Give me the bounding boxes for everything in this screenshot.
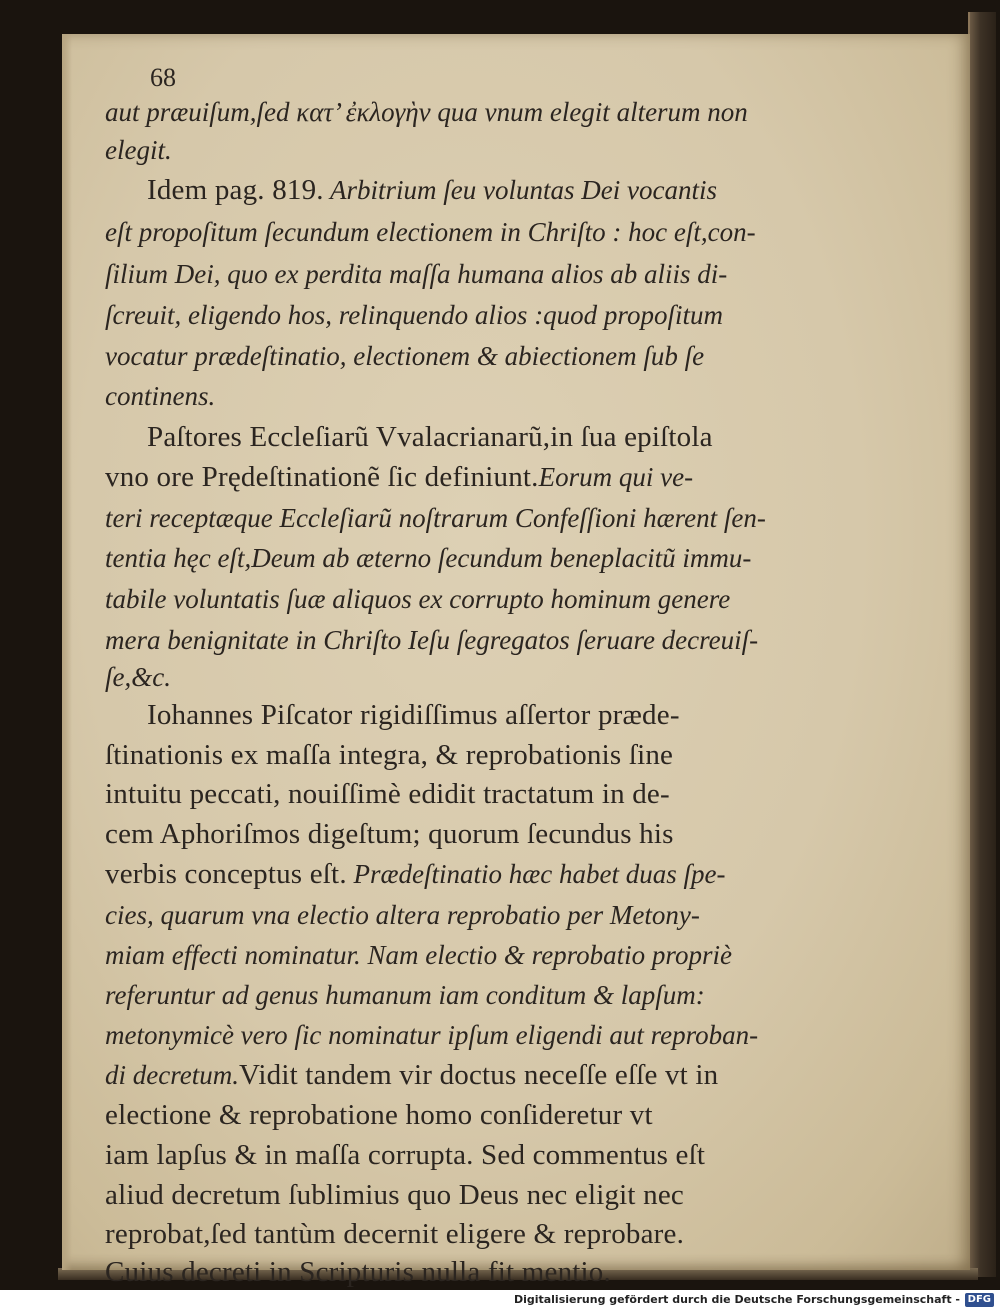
text-line: Iohannes Piſcator rigidiſſimus aſſertor præde- xyxy=(147,699,680,731)
text-line: continens. xyxy=(105,381,216,411)
text-line: elegit. xyxy=(105,135,172,165)
text-line: mera benignitate in Chriſto Ieſu ſegregatos ſeruare decreuiſ- xyxy=(105,625,759,655)
text-line: reprobat,ſed tantùm decernit eligere & reprobare. xyxy=(105,1218,685,1250)
text-line: tentia hęc eſt,Deum ab æterno ſecundum beneplacitũ immu- xyxy=(105,543,752,573)
text-line: miam effecti nominatur. Nam electio & reprobatio propriè xyxy=(105,940,732,970)
text-segment-roman: vno ore Prędeſtinationẽ ſic definiunt. xyxy=(105,461,539,493)
text-line: intuitu peccati, nouiſſimè edidit tractatum in de- xyxy=(105,778,670,810)
text-line: ſcreuit, eligendo hos, relinquendo alios :quod propoſitum xyxy=(105,300,723,330)
text-line: tabile voluntatis ſuæ aliquos ex corrupto hominum genere xyxy=(105,584,731,614)
text-line: Paſtores Eccleſiarũ Vvalacrianarũ,in ſua epiſtola xyxy=(147,421,713,453)
text-line: cies, quarum vna electio altera reprobatio per Metony- xyxy=(105,900,700,930)
text-line: Cuius decreti in Scripturis nulla fit mentio. xyxy=(105,1256,611,1288)
text-line: ſe,&c. xyxy=(105,662,171,692)
text-segment-italic: Arbitrium ſeu voluntas Dei vocantis xyxy=(323,175,717,205)
text-line: aut præuiſum,ſed κατ’ ἐκλογὴν qua vnum elegit alterum non xyxy=(105,97,748,127)
text-line xyxy=(105,854,725,894)
text-line: ſtinationis ex maſſa integra, & reprobationis ſine xyxy=(105,739,674,771)
text-line: cem Aphoriſmos digeſtum; quorum ſecundus his xyxy=(105,818,674,850)
text-line xyxy=(105,457,693,497)
funding-credit: Digitalisierung gefördert durch die Deutsche Forschungsgemeinschaft - xyxy=(513,1293,960,1306)
text-segment-italic: Eorum qui ve- xyxy=(538,462,694,492)
text-segment-roman: verbis conceptus eſt. xyxy=(105,858,347,890)
text-segment-italic: di decretum. xyxy=(105,1060,239,1090)
text-line xyxy=(147,170,717,210)
dfg-logo: DFG xyxy=(965,1293,994,1307)
footer-bar xyxy=(0,1290,1000,1311)
text-line: electione & reprobatione homo conſideretur vt xyxy=(105,1099,653,1131)
text-line: metonymicè vero ſic nominatur ipſum eligendi aut reproban- xyxy=(105,1020,759,1050)
text-line: aliud decretum ſublimius quo Deus nec eligit nec xyxy=(105,1179,684,1211)
text-line: eſt propoſitum ſecundum electionem in Chriſto : hoc eſt,con- xyxy=(105,217,756,247)
text-line: vocatur prædeſtinatio, electionem & abiectionem ſub ſe xyxy=(105,341,705,371)
book-edge-right xyxy=(968,12,996,1277)
page-left-edge xyxy=(62,34,72,1270)
page-number: 68 xyxy=(150,63,176,92)
text-line: teri receptæque Eccleſiarũ noſtrarum Confeſſioni hærent ſen- xyxy=(105,503,766,533)
text-line xyxy=(105,1055,718,1095)
text-line: ſilium Dei, quo ex perdita maſſa humana alios ab aliis di- xyxy=(105,259,728,289)
text-segment-roman: Idem pag. 819. xyxy=(147,174,324,206)
text-segment-italic: Prædeſtinatio hæc habet duas ſpe- xyxy=(346,859,726,889)
text-line: iam lapſus & in maſſa corrupta. Sed commentus eſt xyxy=(105,1139,706,1171)
text-line: referuntur ad genus humanum iam conditum & lapſum: xyxy=(105,980,705,1010)
text-segment-roman: Vidit tandem vir doctus neceſſe eſſe vt in xyxy=(238,1059,719,1091)
